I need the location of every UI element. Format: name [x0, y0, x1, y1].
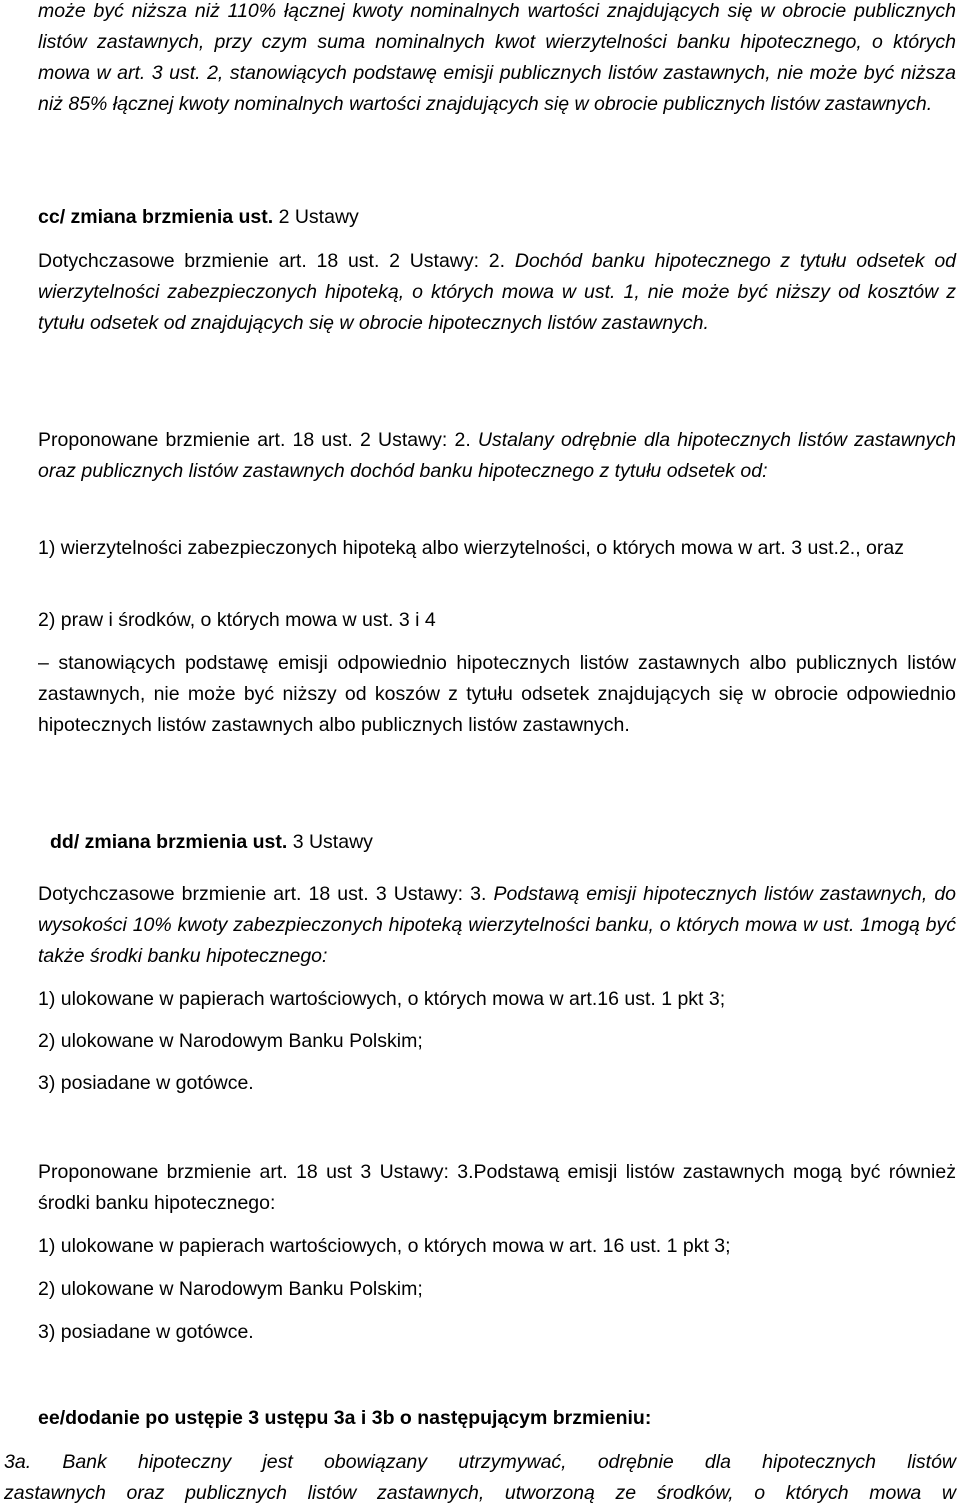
section-dd-current-paragraph	[38, 879, 956, 972]
section-cc-item-2: 2) praw i środków, o których mowa w ust. 3 i 4	[38, 609, 436, 631]
section-dd-heading-bold: dd/ zmiana brzmienia ust.	[50, 831, 288, 853]
section-dd-proposed-item: 2) ulokowane w Narodowym Banku Polskim;	[38, 1278, 423, 1300]
section-dd-proposed-text: Podstawą emisji listów zastawnych mogą być również środki banku hipotecznego:	[38, 1161, 956, 1214]
section-dd-current-item: 2) ulokowane w Narodowym Banku Polskim;	[38, 1030, 423, 1052]
section-dd-current-text: Podstawą emisji hipotecznych listów zastawnych, do wysokości 10% kwoty zabezpieczonych hipoteką wierzytelności banku, o których mowa w ust. 1mogą być także środki banku hipotecznego:	[38, 883, 957, 967]
section-cc-closing-paragraph: – stanowiących podstawę emisji odpowiednio hipotecznych listów zastawnych albo publicznych listów zastawnych, nie może być niższy od koszów z tytułu odsetek znajdujących się w obrocie odpowiednio hipotecznych listów zastawnych albo publicznych listów zastawnych.	[38, 652, 956, 736]
section-cc-proposed-text: Ustalany odrębnie dla hipotecznych listów zastawnych oraz publicznych listów zastawnych dochód banku hipotecznego z tytułu odsetek od:	[38, 429, 956, 482]
section-dd-proposed-item: 1) ulokowane w papierach wartościowych, o których mowa w art. 16 ust. 1 pkt 3;	[38, 1235, 731, 1257]
section-cc-heading-bold: cc/ zmiana brzmienia ust.	[38, 206, 274, 228]
section-dd-current-label: Dotychczasowe brzmienie art. 18 ust. 3 Ustawy: 3.	[38, 883, 487, 905]
section-dd-current-item: 3) posiadane w gotówce.	[38, 1072, 254, 1094]
section-ee-paragraph-3a-line-1: 3a. Bank hipoteczny jest obowiązany utrzymywać, odrębnie dla hipotecznych listów	[4, 1451, 956, 1473]
section-cc-proposed-paragraph	[38, 425, 956, 487]
section-cc-current-label: Dotychczasowe brzmienie art. 18 ust. 2 Ustawy: 2.	[38, 250, 506, 272]
section-ee-heading: ee/dodanie po ustępie 3 ustępu 3a i 3b o następującym brzmieniu:	[38, 1407, 652, 1429]
section-dd-heading-rest: 3 Ustawy	[287, 831, 373, 853]
section-cc-heading	[38, 202, 956, 233]
section-cc-item-1: 1) wierzytelności zabezpieczonych hipoteką albo wierzytelności, o których mowa w art. 3 ust.2., oraz	[38, 537, 904, 559]
section-dd-current-item: 1) ulokowane w papierach wartościowych, o których mowa w art.16 ust. 1 pkt 3;	[38, 988, 726, 1010]
section-cc-proposed-label: Proponowane brzmienie art. 18 ust. 2 Ustawy: 2.	[38, 429, 471, 451]
intro-paragraph: może być niższa niż 110% łącznej kwoty nominalnych wartości znajdujących się w obrocie publicznych listów zastawnych, przy czym suma nominalnych kwot wierzytelności banku hipotecznego, o których mowa w art. 3 ust. 2, stanowiących podstawę emisji publicznych listów zastawnych, nie może być niższa niż 85% łącznej kwoty nominalnych wartości znajdujących się w obrocie publicznych listów zastawnych.	[38, 0, 956, 115]
section-cc-current-text: Dochód banku hipotecznego z tytułu odsetek od wierzytelności zabezpieczonych hipoteką, o których mowa w ust. 1, nie może być niższy od kosztów z tytułu odsetek od znajdujących się w obrocie hipotecznych listów zastawnych.	[38, 250, 957, 334]
section-dd-proposed-item: 3) posiadane w gotówce.	[38, 1321, 254, 1343]
section-dd-proposed-label: Proponowane brzmienie art. 18 ust 3 Ustawy: 3.	[38, 1161, 474, 1183]
section-ee-paragraph-3a-line-2: zastawnych oraz publicznych listów zastawnych, utworzoną ze środków, o których mowa w	[4, 1482, 956, 1504]
section-dd-heading	[50, 827, 960, 858]
section-cc-heading-rest: 2 Ustawy	[273, 206, 359, 228]
section-cc-current-paragraph	[38, 246, 956, 339]
section-dd-proposed-paragraph	[38, 1157, 956, 1219]
